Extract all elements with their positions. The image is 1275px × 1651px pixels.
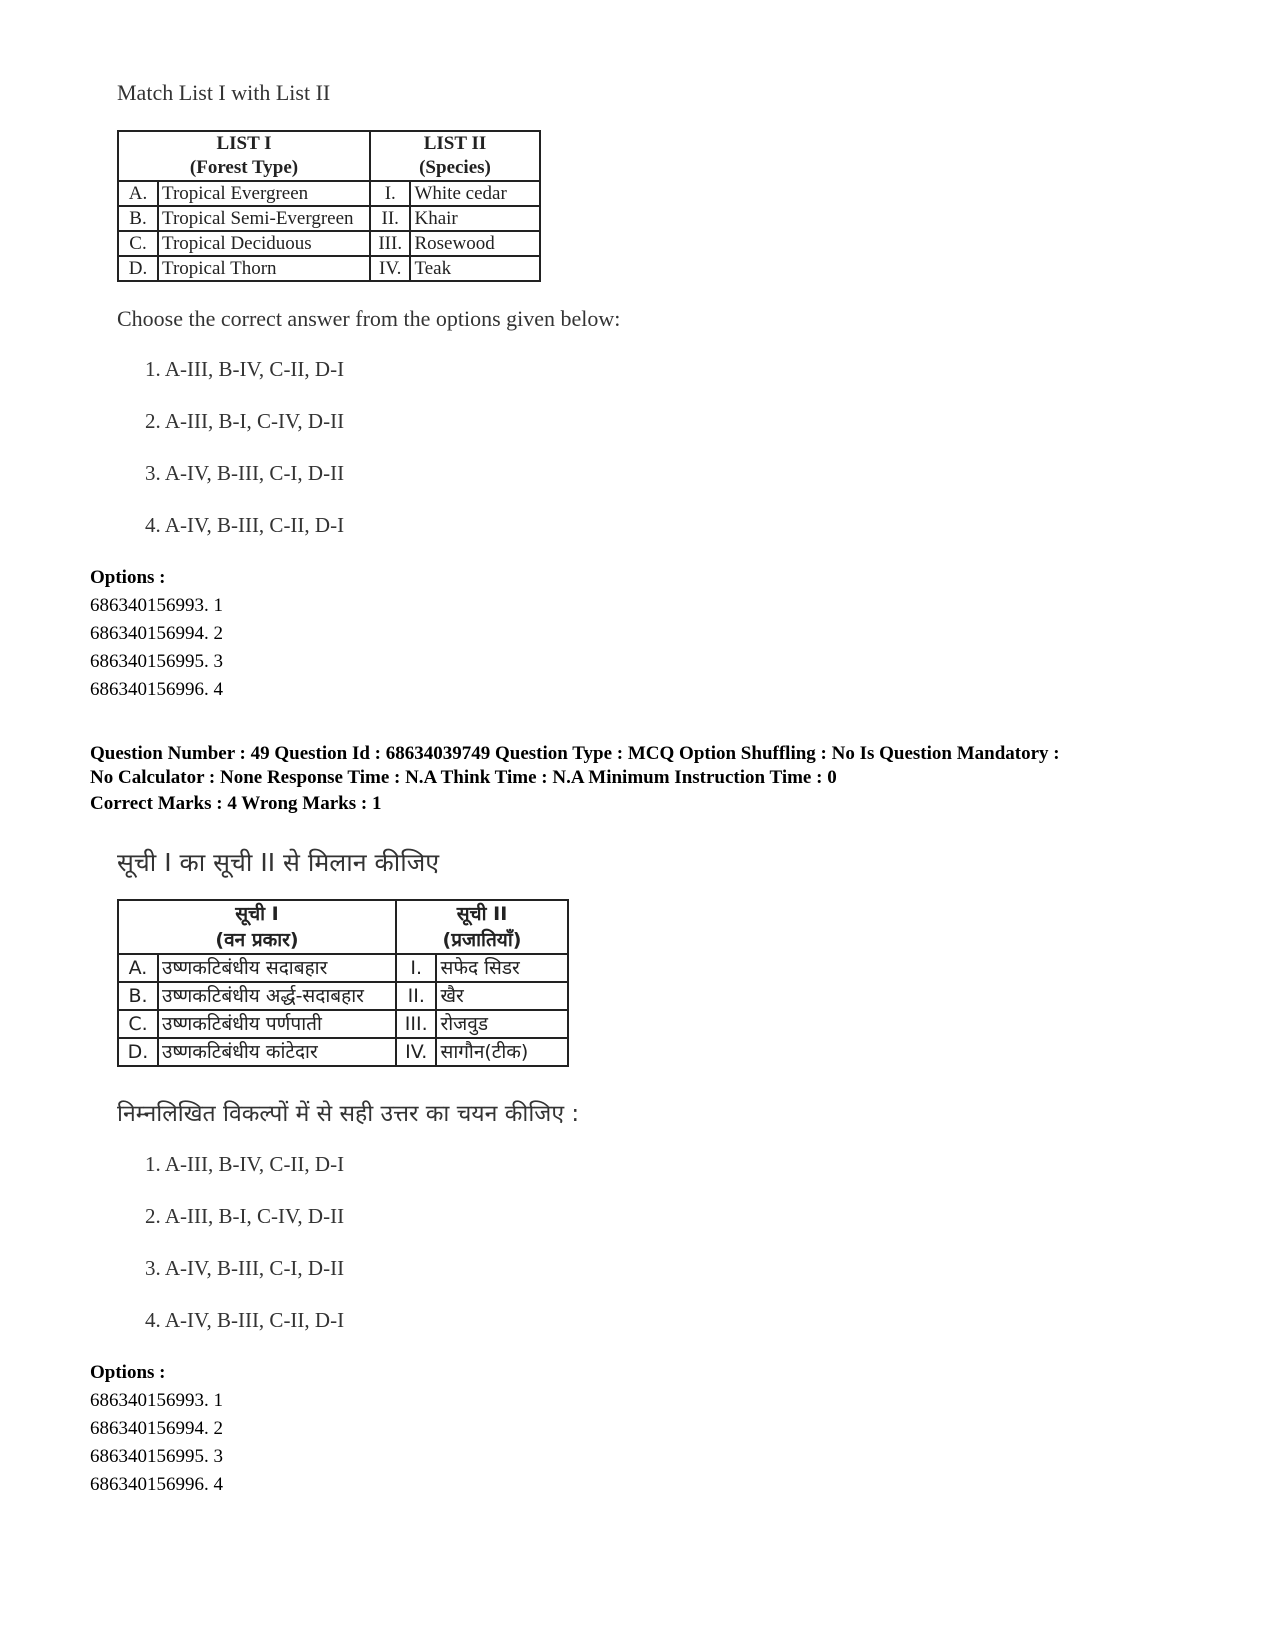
option-id: 686340156996. 4 <box>90 679 223 700</box>
row-species: सागौन(टीक) <box>436 1038 568 1066</box>
row-numeral: IV. <box>396 1038 436 1066</box>
row-key: B. <box>118 982 158 1010</box>
answer-choice: 3. A-IV, B-III, C-I, D-II <box>145 461 345 485</box>
list2-header-subtitle: (Species) <box>419 157 491 178</box>
answer-choice: 2. A-III, B-I, C-IV, D-II <box>145 1204 345 1228</box>
row-forest-type: Tropical Thorn <box>158 256 370 281</box>
list1-header-subtitle: (Forest Type) <box>189 157 299 178</box>
row-numeral: III. <box>370 231 410 256</box>
list1-header-title: LIST I <box>216 133 272 154</box>
row-numeral: II. <box>370 206 410 231</box>
list2-header-title: सूची II <box>456 903 508 925</box>
option-id: 686340156995. 3 <box>90 1446 223 1467</box>
row-forest-type: उष्णकटिबंधीय पर्णपाती <box>158 1010 396 1038</box>
options-label: Options : <box>90 1362 166 1383</box>
row-key: C. <box>118 231 158 256</box>
option-id: 686340156995. 3 <box>90 651 223 672</box>
answer-choice: 1. A-III, B-IV, C-II, D-I <box>145 1152 345 1176</box>
table-row <box>118 206 540 231</box>
question-meta <box>90 742 1190 790</box>
row-species: खैर <box>436 982 568 1010</box>
answer-choice: 3. A-IV, B-III, C-I, D-II <box>145 1256 345 1280</box>
options-label: Options : <box>90 567 166 588</box>
match-table-hindi <box>117 899 569 1067</box>
row-species: Teak <box>410 256 540 281</box>
list1-header <box>118 900 396 954</box>
row-forest-type: Tropical Deciduous <box>158 231 370 256</box>
table-row <box>118 181 540 206</box>
row-forest-type: उष्णकटिबंधीय सदाबहार <box>158 954 396 982</box>
answer-choice: 2. A-III, B-I, C-IV, D-II <box>145 409 345 433</box>
row-species: Rosewood <box>410 231 540 256</box>
match-table <box>117 130 541 282</box>
choose-instruction-hindi: निम्नलिखित विकल्पों में से सही उत्तर का चयन कीजिए : <box>117 1101 580 1127</box>
table-row <box>118 954 568 982</box>
question-meta-line: No Calculator : None Response Time : N.A Think Time : N.A Minimum Instruction Time : 0 <box>90 767 837 788</box>
list2-header <box>396 900 568 954</box>
row-key: D. <box>118 1038 158 1066</box>
row-numeral: I. <box>370 181 410 206</box>
row-numeral: I. <box>396 954 436 982</box>
list1-header <box>118 131 370 181</box>
answer-choice: 4. A-IV, B-III, C-II, D-I <box>145 513 345 537</box>
row-species: सफेद सिडर <box>436 954 568 982</box>
option-id: 686340156993. 1 <box>90 595 223 616</box>
row-key: A. <box>118 954 158 982</box>
list2-header <box>370 131 540 181</box>
marks-info: Correct Marks : 4 Wrong Marks : 1 <box>90 793 382 814</box>
table-row <box>118 1010 568 1038</box>
table-row <box>118 1038 568 1066</box>
option-id: 686340156994. 2 <box>90 623 223 644</box>
row-species: Khair <box>410 206 540 231</box>
row-species: रोजवुड <box>436 1010 568 1038</box>
option-id: 686340156994. 2 <box>90 1418 223 1439</box>
table-row <box>118 256 540 281</box>
answer-choice: 4. A-IV, B-III, C-II, D-I <box>145 1308 345 1332</box>
row-key: B. <box>118 206 158 231</box>
answer-choice: 1. A-III, B-IV, C-II, D-I <box>145 357 345 381</box>
list2-header-title: LIST II <box>423 133 487 154</box>
row-numeral: II. <box>396 982 436 1010</box>
option-id: 686340156993. 1 <box>90 1390 223 1411</box>
row-forest-type: उष्णकटिबंधीय अर्द्ध-सदाबहार <box>158 982 396 1010</box>
table-row <box>118 982 568 1010</box>
choose-instruction: Choose the correct answer from the options given below: <box>117 306 621 331</box>
row-numeral: III. <box>396 1010 436 1038</box>
list1-header-title: सूची I <box>235 903 279 925</box>
row-numeral: IV. <box>370 256 410 281</box>
row-forest-type: Tropical Semi-Evergreen <box>158 206 370 231</box>
row-key: A. <box>118 181 158 206</box>
row-forest-type: Tropical Evergreen <box>158 181 370 206</box>
list1-header-subtitle: (वन प्रकार) <box>215 929 299 951</box>
table-row <box>118 231 540 256</box>
option-id: 686340156996. 4 <box>90 1474 223 1495</box>
row-key: C. <box>118 1010 158 1038</box>
row-forest-type: उष्णकटिबंधीय कांटेदार <box>158 1038 396 1066</box>
list2-header-subtitle: (प्रजातियाँ) <box>442 929 522 951</box>
question-title: Match List I with List II <box>117 80 331 105</box>
row-species: White cedar <box>410 181 540 206</box>
question-title-hindi: सूची I का सूची II से मिलान कीजिए <box>117 848 440 877</box>
question-meta-line: Question Number : 49 Question Id : 68634039749 Question Type : MCQ Option Shuffling : No Is Question Mandatory : <box>90 743 1060 764</box>
row-key: D. <box>118 256 158 281</box>
